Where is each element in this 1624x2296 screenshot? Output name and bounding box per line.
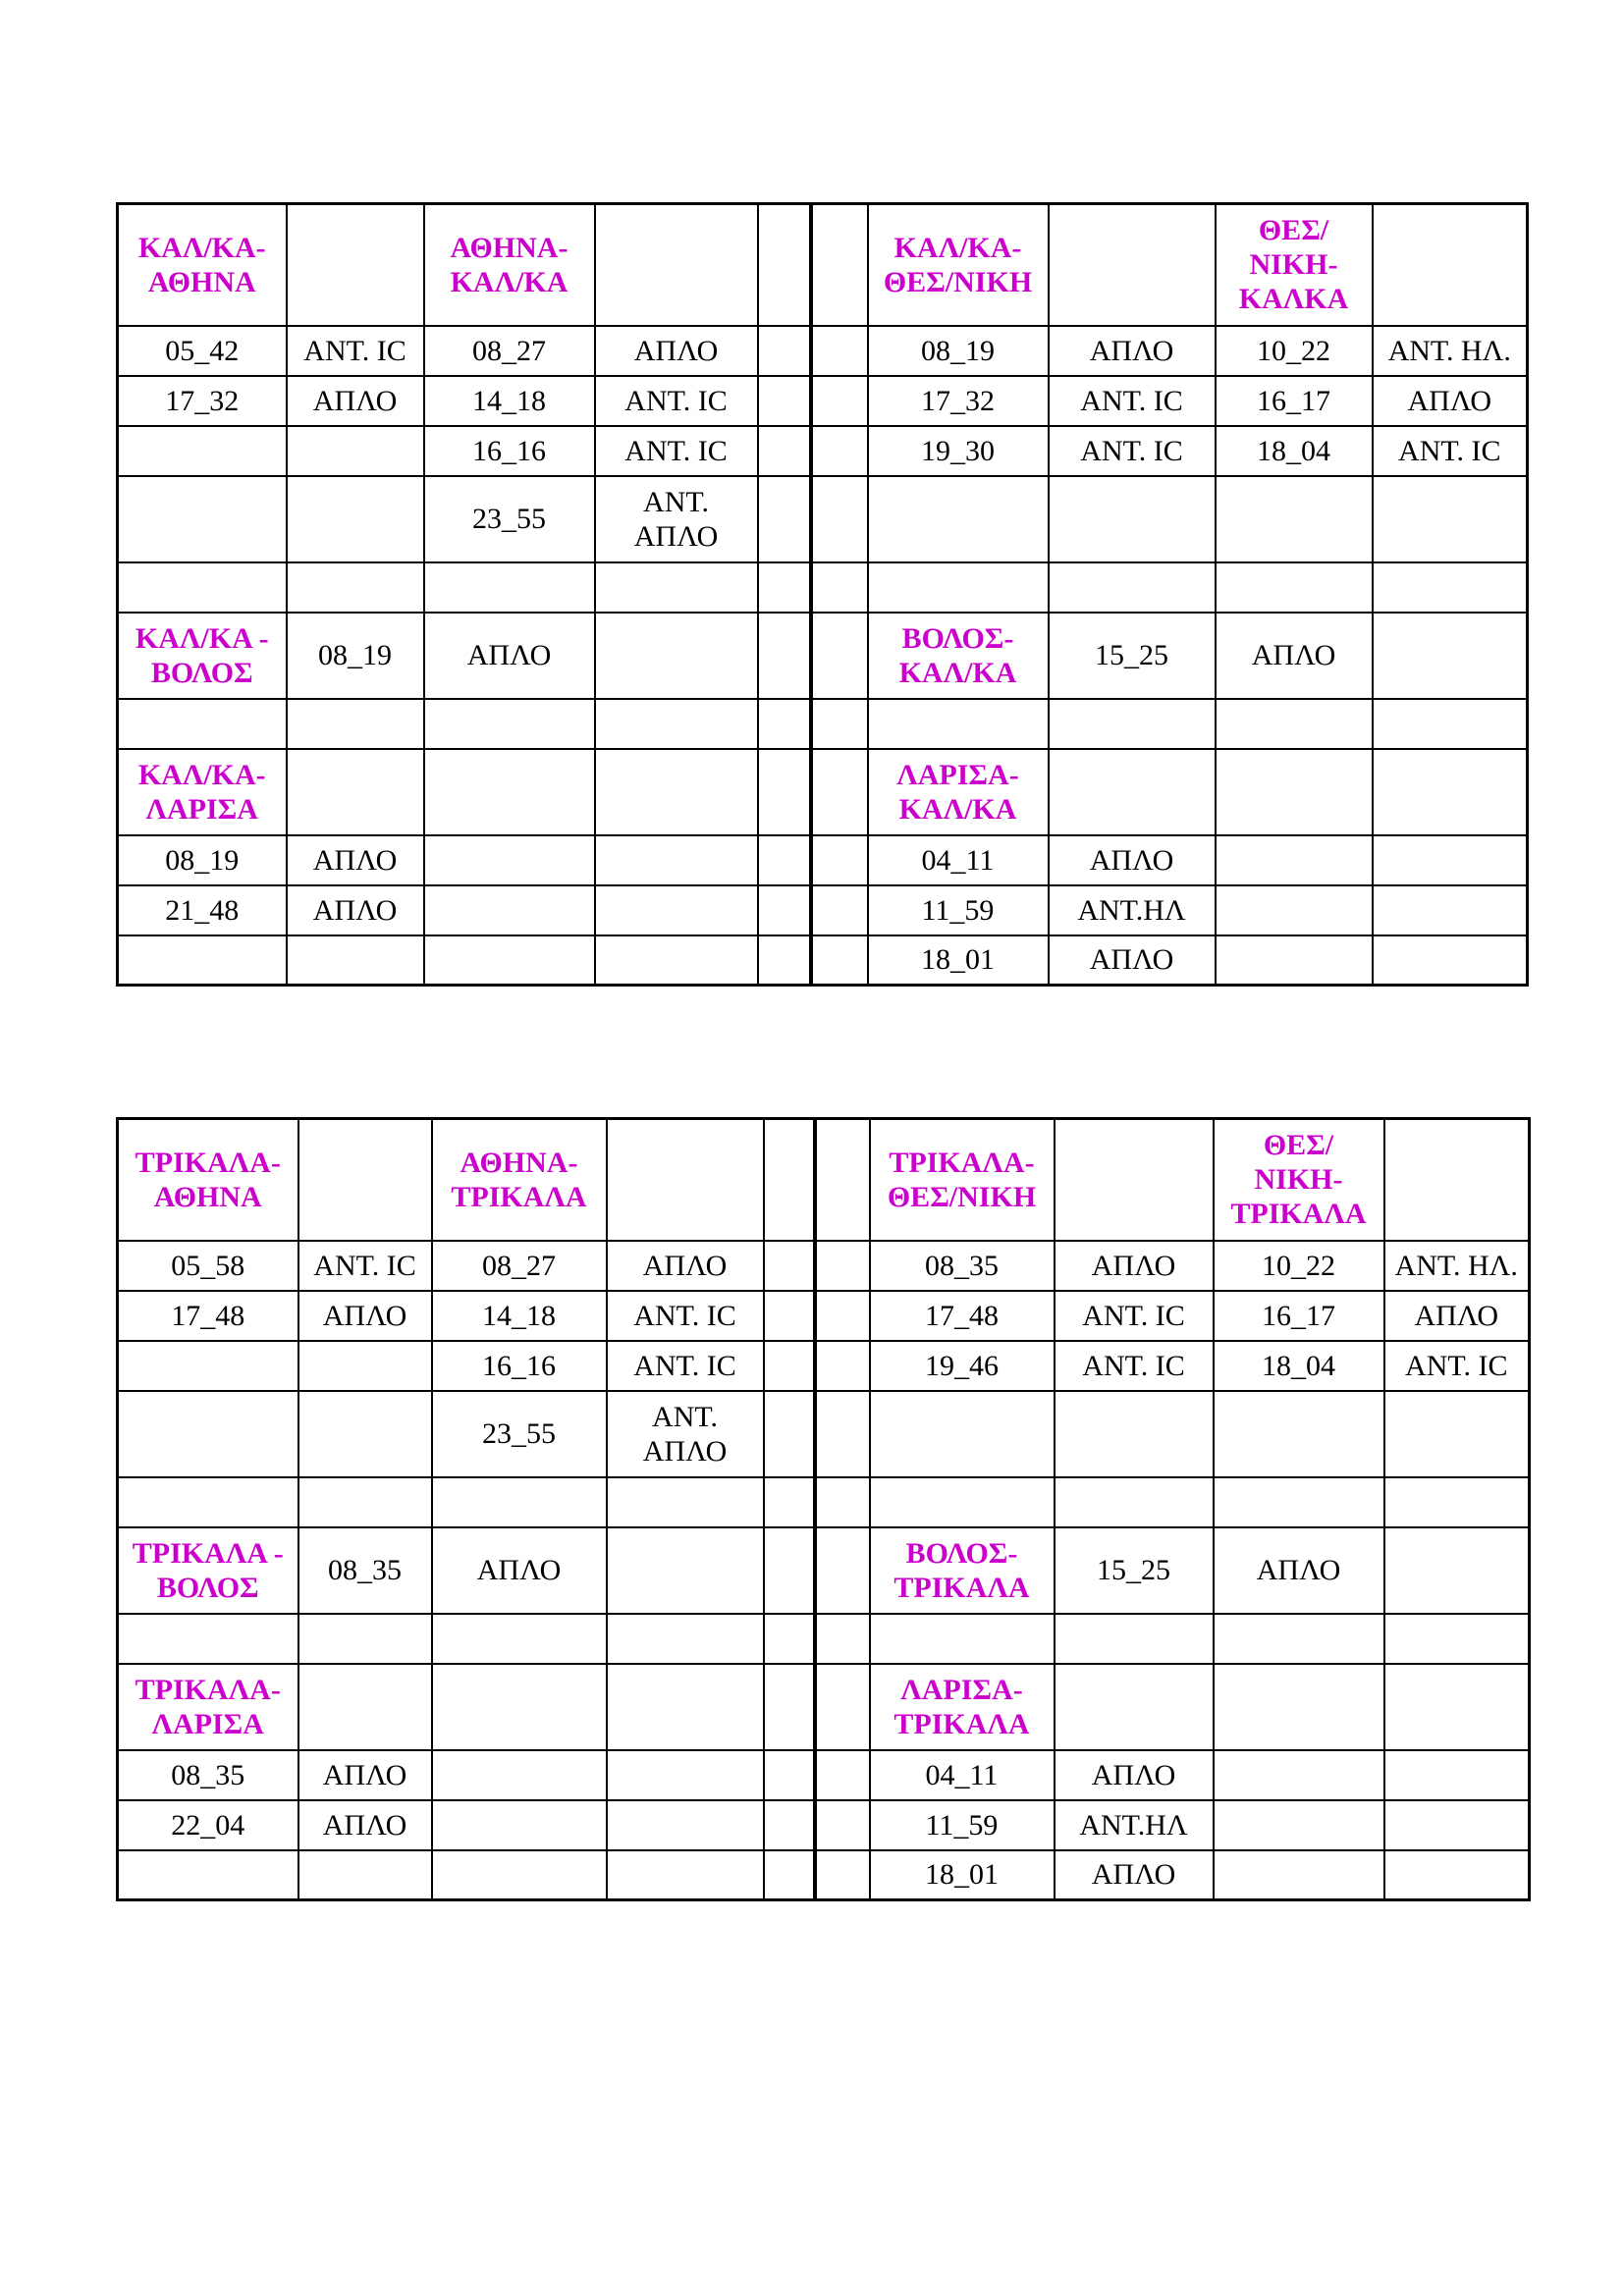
table-row xyxy=(118,1664,1530,1750)
route-header-trikala-larisa: ΤΡΙΚΑΛΑ- ΛΑΡΙΣΑ xyxy=(118,1664,298,1750)
route-header-trikala-volos: ΤΡΙΚΑΛΑ - ΒΟΛΟΣ xyxy=(118,1527,298,1614)
train-type: ΑΠΛΟ xyxy=(1384,1291,1530,1341)
table-row xyxy=(118,562,1528,613)
departure-time: 08_27 xyxy=(424,326,595,376)
table-row xyxy=(118,1850,1530,1900)
table-row xyxy=(118,1614,1530,1664)
departure-time: 16_17 xyxy=(1216,376,1373,426)
table-row xyxy=(118,1477,1530,1527)
table-row xyxy=(118,613,1528,699)
schedule-table-trikala xyxy=(116,1117,1531,1901)
train-type: ΑΝΤ.ΗΛ xyxy=(1049,885,1216,935)
route-header-karditsa-larisa: ΚΑΛ/ΚΑ- ΛΑΡΙΣΑ xyxy=(118,749,287,835)
departure-time: 10_22 xyxy=(1216,326,1373,376)
train-type: ΑΠΛΟ xyxy=(287,885,424,935)
departure-time: 08_19 xyxy=(287,613,424,699)
departure-time: 08_27 xyxy=(432,1241,607,1291)
table-row xyxy=(118,935,1528,986)
departure-time: 18_04 xyxy=(1216,426,1373,476)
departure-time: 17_48 xyxy=(118,1291,298,1341)
train-type: ΑΠΛΟ xyxy=(1216,613,1373,699)
table-row xyxy=(118,326,1528,376)
train-type: ΑΠΛΟ xyxy=(595,326,758,376)
train-type: ΑΠΛΟ xyxy=(1373,376,1528,426)
departure-time: 10_22 xyxy=(1214,1241,1384,1291)
table-row xyxy=(118,1800,1530,1850)
departure-time: 04_11 xyxy=(870,1750,1055,1800)
departure-time: 18_01 xyxy=(868,935,1049,986)
route-header-athina-karditsa: ΑΘΗΝΑ- ΚΑΛ/ΚΑ xyxy=(424,204,595,326)
train-type: ΑΝΤ. ΗΛ. xyxy=(1373,326,1528,376)
table-row xyxy=(118,1527,1530,1614)
departure-time: 08_35 xyxy=(870,1241,1055,1291)
train-type: ΑΠΛΟ xyxy=(607,1241,764,1291)
departure-time: 08_19 xyxy=(118,835,287,885)
train-type: ΑΝΤ. IC xyxy=(607,1291,764,1341)
header-row xyxy=(118,1119,1530,1241)
train-type: ΑΝΤ. IC xyxy=(595,376,758,426)
table-row xyxy=(118,376,1528,426)
departure-time: 16_16 xyxy=(432,1341,607,1391)
departure-time: 21_48 xyxy=(118,885,287,935)
train-type xyxy=(298,1341,432,1391)
train-type: ΑΠΛΟ xyxy=(287,835,424,885)
schedule-table-karditsa xyxy=(116,202,1529,987)
route-header-thessaloniki-trikala: ΘΕΣ/ ΝΙΚΗ- ΤΡΙΚΑΛΑ xyxy=(1214,1119,1384,1241)
departure-time: 16_16 xyxy=(424,426,595,476)
table-row xyxy=(118,1391,1530,1477)
train-type: ΑΠΛΟ xyxy=(1214,1527,1384,1614)
train-type: ΑΠΛΟ xyxy=(1049,835,1216,885)
departure-time: 18_04 xyxy=(1214,1341,1384,1391)
train-type: ΑΝΤ. IC xyxy=(1049,376,1216,426)
departure-time: 19_30 xyxy=(868,426,1049,476)
route-header-thessaloniki-karditsa: ΘΕΣ/ ΝΙΚΗ- ΚΑΛΚΑ xyxy=(1216,204,1373,326)
route-header-karditsa-athina: ΚΑΛ/ΚΑ- ΑΘΗΝΑ xyxy=(118,204,287,326)
departure-time: 22_04 xyxy=(118,1800,298,1850)
table-row xyxy=(118,699,1528,749)
departure-time: 23_55 xyxy=(432,1391,607,1477)
table-row xyxy=(118,476,1528,562)
route-header-trikala-athina: ΤΡΙΚΑΛΑ- ΑΘΗΝΑ xyxy=(118,1119,298,1241)
train-type: ΑΠΛΟ xyxy=(298,1750,432,1800)
departure-time: 15_25 xyxy=(1055,1527,1214,1614)
departure-time: 04_11 xyxy=(868,835,1049,885)
departure-time: 17_32 xyxy=(868,376,1049,426)
route-header-karditsa-thessaloniki: ΚΑΛ/ΚΑ- ΘΕΣ/ΝΙΚΗ xyxy=(868,204,1049,326)
train-type: ΑΠΛΟ xyxy=(1055,1241,1214,1291)
departure-time xyxy=(118,426,287,476)
route-header-athina-trikala: ΑΘΗΝΑ- ΤΡΙΚΑΛΑ xyxy=(432,1119,607,1241)
departure-time: 05_42 xyxy=(118,326,287,376)
departure-time xyxy=(118,1341,298,1391)
train-type: ΑΝΤ. IC xyxy=(1055,1291,1214,1341)
train-type: ΑΠΛΟ xyxy=(287,376,424,426)
table-row xyxy=(118,885,1528,935)
departure-time: 14_18 xyxy=(432,1291,607,1341)
train-type: ΑΝΤ. ΑΠΛΟ xyxy=(595,476,758,562)
train-type: ΑΠΛΟ xyxy=(298,1800,432,1850)
train-type: ΑΝΤ. ΗΛ. xyxy=(1384,1241,1530,1291)
route-header-trikala-thessaloniki: ΤΡΙΚΑΛΑ- ΘΕΣ/ΝΙΚΗ xyxy=(870,1119,1055,1241)
train-type: ΑΝΤ. IC xyxy=(298,1241,432,1291)
train-type xyxy=(287,426,424,476)
departure-time: 05_58 xyxy=(118,1241,298,1291)
train-type: ΑΠΛΟ xyxy=(298,1291,432,1341)
route-header-volos-karditsa: ΒΟΛΟΣ- ΚΑΛ/ΚΑ xyxy=(868,613,1049,699)
train-type: ΑΠΛΟ xyxy=(1049,935,1216,986)
departure-time: 14_18 xyxy=(424,376,595,426)
train-type: ΑΝΤ. IC xyxy=(595,426,758,476)
table-row xyxy=(118,1291,1530,1341)
train-type: ΑΠΛΟ xyxy=(1055,1850,1214,1900)
departure-time: 18_01 xyxy=(870,1850,1055,1900)
route-header-volos-trikala: ΒΟΛΟΣ- ΤΡΙΚΑΛΑ xyxy=(870,1527,1055,1614)
departure-time: 11_59 xyxy=(870,1800,1055,1850)
header-row xyxy=(118,204,1528,326)
table-row xyxy=(118,1750,1530,1800)
train-type: ΑΝΤ. IC xyxy=(1384,1341,1530,1391)
departure-time: 17_32 xyxy=(118,376,287,426)
train-type: ΑΠΛΟ xyxy=(432,1527,607,1614)
train-type: ΑΝΤ. IC xyxy=(1049,426,1216,476)
departure-time: 08_35 xyxy=(298,1527,432,1614)
departure-time: 17_48 xyxy=(870,1291,1055,1341)
departure-time: 08_19 xyxy=(868,326,1049,376)
train-type: ΑΠΛΟ xyxy=(424,613,595,699)
table-row xyxy=(118,426,1528,476)
train-type: ΑΝΤ. IC xyxy=(1055,1341,1214,1391)
route-header-larisa-trikala: ΛΑΡΙΣΑ- ΤΡΙΚΑΛΑ xyxy=(870,1664,1055,1750)
departure-time: 23_55 xyxy=(424,476,595,562)
table-row xyxy=(118,1341,1530,1391)
train-type: ΑΠΛΟ xyxy=(1049,326,1216,376)
departure-time: 16_17 xyxy=(1214,1291,1384,1341)
train-type: ΑΠΛΟ xyxy=(1055,1750,1214,1800)
table-row xyxy=(118,835,1528,885)
train-type: ΑΝΤ. IC xyxy=(287,326,424,376)
departure-time: 11_59 xyxy=(868,885,1049,935)
train-type: ΑΝΤ. ΑΠΛΟ xyxy=(607,1391,764,1477)
train-type: ΑΝΤ. IC xyxy=(1373,426,1528,476)
train-type: ΑΝΤ.ΗΛ xyxy=(1055,1800,1214,1850)
table-row xyxy=(118,749,1528,835)
departure-time: 15_25 xyxy=(1049,613,1216,699)
table-row xyxy=(118,1241,1530,1291)
departure-time: 08_35 xyxy=(118,1750,298,1800)
route-header-larisa-karditsa: ΛΑΡΙΣΑ- ΚΑΛ/ΚΑ xyxy=(868,749,1049,835)
train-type: ΑΝΤ. IC xyxy=(607,1341,764,1391)
departure-time: 19_46 xyxy=(870,1341,1055,1391)
route-header-karditsa-volos: ΚΑΛ/ΚΑ - ΒΟΛΟΣ xyxy=(118,613,287,699)
